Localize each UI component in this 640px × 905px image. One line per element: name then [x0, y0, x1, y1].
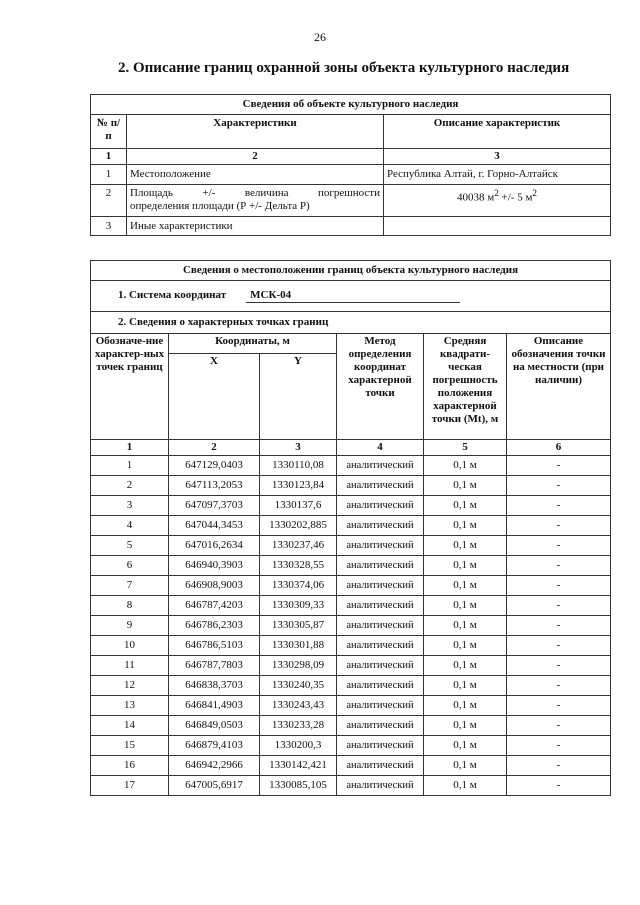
- point-y: 1330301,88: [260, 636, 337, 656]
- point-y: 1330137,6: [260, 496, 337, 516]
- point-y: 1330298,09: [260, 656, 337, 676]
- point-y: 1330202,885: [260, 516, 337, 536]
- point-x: 647129,0403: [169, 456, 260, 476]
- coord-system-value: МСК-04: [246, 289, 460, 303]
- table-row: [91, 496, 611, 516]
- header-num: № п/п: [91, 115, 127, 149]
- row-num: 2: [91, 185, 127, 217]
- row-description: Республика Алтай, г. Горно-Алтайск: [384, 165, 611, 185]
- point-method: аналитический: [337, 536, 424, 556]
- col-number: 3: [260, 440, 337, 456]
- point-description: -: [507, 736, 611, 756]
- point-x: 646879,4103: [169, 736, 260, 756]
- row-characteristic: Иные характеристики: [127, 217, 384, 236]
- point-number: 6: [91, 556, 169, 576]
- coord-system-label: 1. Система координат: [118, 289, 227, 301]
- table-row: [91, 536, 611, 556]
- point-y: 1330200,3: [260, 736, 337, 756]
- header-description: Описание характеристик: [384, 115, 611, 149]
- table-row: [91, 616, 611, 636]
- point-number: 14: [91, 716, 169, 736]
- point-method: аналитический: [337, 516, 424, 536]
- point-method: аналитический: [337, 656, 424, 676]
- point-description: -: [507, 756, 611, 776]
- point-method: аналитический: [337, 776, 424, 796]
- table-row: [91, 676, 611, 696]
- point-y: 1330240,35: [260, 676, 337, 696]
- point-description: -: [507, 676, 611, 696]
- point-number: 4: [91, 516, 169, 536]
- point-number: 13: [91, 696, 169, 716]
- col-number: 4: [337, 440, 424, 456]
- point-description: -: [507, 576, 611, 596]
- header-point-description: Описание обозначения точки на местности (при наличии): [507, 334, 611, 440]
- point-error: 0,1 м: [424, 476, 507, 496]
- point-description: -: [507, 496, 611, 516]
- area-value: 40038 м: [456, 191, 495, 204]
- point-method: аналитический: [337, 696, 424, 716]
- col-number: 3: [384, 149, 611, 165]
- table-row: [91, 776, 611, 796]
- point-x: 646786,5103: [169, 636, 260, 656]
- point-number: 17: [91, 776, 169, 796]
- point-y: 1330142,421: [260, 756, 337, 776]
- col-number: 1: [91, 440, 169, 456]
- point-y: 1330243,43: [260, 696, 337, 716]
- point-error: 0,1 м: [424, 596, 507, 616]
- point-error: 0,1 м: [424, 656, 507, 676]
- point-x: 647005,6917: [169, 776, 260, 796]
- table-row: [91, 456, 611, 476]
- point-method: аналитический: [337, 736, 424, 756]
- point-description: -: [507, 456, 611, 476]
- point-description: -: [507, 596, 611, 616]
- point-error: 0,1 м: [424, 636, 507, 656]
- coord-system-row: [91, 281, 611, 312]
- row-num: 3: [91, 217, 127, 236]
- point-error: 0,1 м: [424, 696, 507, 716]
- point-error: 0,1 м: [424, 516, 507, 536]
- point-error: 0,1 м: [424, 716, 507, 736]
- table-row: [91, 636, 611, 656]
- point-y: 1330237,46: [260, 536, 337, 556]
- point-y: 1330374,06: [260, 576, 337, 596]
- point-y: 1330328,55: [260, 556, 337, 576]
- location-table: [90, 260, 611, 796]
- table-row: [91, 165, 611, 185]
- header-method: Метод определения координат характерной точки: [337, 334, 424, 440]
- point-error: 0,1 м: [424, 556, 507, 576]
- table-row: [91, 696, 611, 716]
- page-number: 26: [314, 30, 326, 44]
- point-method: аналитический: [337, 616, 424, 636]
- point-method: аналитический: [337, 596, 424, 616]
- point-error: 0,1 м: [424, 616, 507, 636]
- point-x: 647097,3703: [169, 496, 260, 516]
- point-number: 3: [91, 496, 169, 516]
- point-x: 646841,4903: [169, 696, 260, 716]
- header-y: Y: [260, 354, 337, 440]
- row-num: 1: [91, 165, 127, 185]
- area-error: +/- 5 м: [498, 191, 533, 204]
- table-row: [91, 476, 611, 496]
- point-x: 646786,2303: [169, 616, 260, 636]
- point-method: аналитический: [337, 676, 424, 696]
- point-number: 1: [91, 456, 169, 476]
- header-characteristics: Характеристики: [127, 115, 384, 149]
- point-number: 2: [91, 476, 169, 496]
- header-designation: Обозначе-ние характер-ных точек границ: [91, 334, 169, 440]
- point-y: 1330233,28: [260, 716, 337, 736]
- table-row: [91, 556, 611, 576]
- point-error: 0,1 м: [424, 756, 507, 776]
- point-x: 646940,3903: [169, 556, 260, 576]
- table-row: [91, 596, 611, 616]
- point-x: 647016,2634: [169, 536, 260, 556]
- point-x: 646942,2966: [169, 756, 260, 776]
- point-method: аналитический: [337, 756, 424, 776]
- area-unit-sup: 2: [494, 188, 499, 198]
- point-description: -: [507, 656, 611, 676]
- table-row: [91, 716, 611, 736]
- object-info-table: [90, 94, 611, 236]
- point-method: аналитический: [337, 636, 424, 656]
- col-number: 2: [127, 149, 384, 165]
- point-x: 647113,2053: [169, 476, 260, 496]
- point-x: 646849,0503: [169, 716, 260, 736]
- point-description: -: [507, 616, 611, 636]
- point-error: 0,1 м: [424, 536, 507, 556]
- point-description: -: [507, 636, 611, 656]
- col-number: 1: [91, 149, 127, 165]
- point-number: 11: [91, 656, 169, 676]
- point-error: 0,1 м: [424, 736, 507, 756]
- point-x: 647044,3453: [169, 516, 260, 536]
- table-row: [91, 756, 611, 776]
- table-row: [91, 185, 611, 217]
- section-title: 2. Описание границ охранной зоны объекта культурного наследия: [118, 60, 570, 76]
- point-x: 646908,9003: [169, 576, 260, 596]
- header-coordinates: Координаты, м: [169, 334, 337, 354]
- col-number: 2: [169, 440, 260, 456]
- point-y: 1330123,84: [260, 476, 337, 496]
- col-number: 6: [507, 440, 611, 456]
- point-method: аналитический: [337, 496, 424, 516]
- points-title: 2. Сведения о характерных точках границ: [91, 312, 611, 334]
- point-number: 8: [91, 596, 169, 616]
- point-error: 0,1 м: [424, 676, 507, 696]
- row-description: [384, 217, 611, 236]
- table-row: [91, 656, 611, 676]
- point-number: 15: [91, 736, 169, 756]
- point-number: 7: [91, 576, 169, 596]
- point-method: аналитический: [337, 576, 424, 596]
- row-description: [384, 185, 611, 217]
- point-description: -: [507, 556, 611, 576]
- point-description: -: [507, 716, 611, 736]
- point-method: аналитический: [337, 556, 424, 576]
- point-description: -: [507, 776, 611, 796]
- table-row: [91, 576, 611, 596]
- point-y: 1330085,105: [260, 776, 337, 796]
- point-error: 0,1 м: [424, 776, 507, 796]
- point-error: 0,1 м: [424, 496, 507, 516]
- point-description: -: [507, 516, 611, 536]
- table-row: [91, 217, 611, 236]
- point-description: -: [507, 696, 611, 716]
- area-unit-sup: 2: [532, 188, 537, 198]
- point-description: -: [507, 536, 611, 556]
- point-x: 646787,4203: [169, 596, 260, 616]
- characteristic-line: Площадь +/- величина погрешности: [130, 187, 380, 199]
- row-characteristic: [127, 185, 384, 217]
- point-number: 5: [91, 536, 169, 556]
- location-table-subtitle: Сведения о местоположении границ объекта культурного наследия: [91, 261, 611, 281]
- point-error: 0,1 м: [424, 576, 507, 596]
- row-characteristic: Местоположение: [127, 165, 384, 185]
- point-method: аналитический: [337, 476, 424, 496]
- point-x: 646787,7803: [169, 656, 260, 676]
- point-error: 0,1 м: [424, 456, 507, 476]
- point-number: 16: [91, 756, 169, 776]
- col-number: 5: [424, 440, 507, 456]
- point-y: 1330309,33: [260, 596, 337, 616]
- point-number: 12: [91, 676, 169, 696]
- object-table-subtitle: Сведения об объекте культурного наследия: [91, 95, 611, 115]
- point-method: аналитический: [337, 456, 424, 476]
- header-x: X: [169, 354, 260, 440]
- point-description: -: [507, 476, 611, 496]
- point-number: 10: [91, 636, 169, 656]
- characteristic-line: определения площади (Р +/- Дельта Р): [130, 200, 310, 212]
- table-row: [91, 736, 611, 756]
- header-error: Средняя квадрати-ческая погрешность положения характерной точки (Mt), м: [424, 334, 507, 440]
- point-number: 9: [91, 616, 169, 636]
- point-y: 1330305,87: [260, 616, 337, 636]
- table-row: [91, 516, 611, 536]
- point-method: аналитический: [337, 716, 424, 736]
- point-y: 1330110,08: [260, 456, 337, 476]
- point-x: 646838,3703: [169, 676, 260, 696]
